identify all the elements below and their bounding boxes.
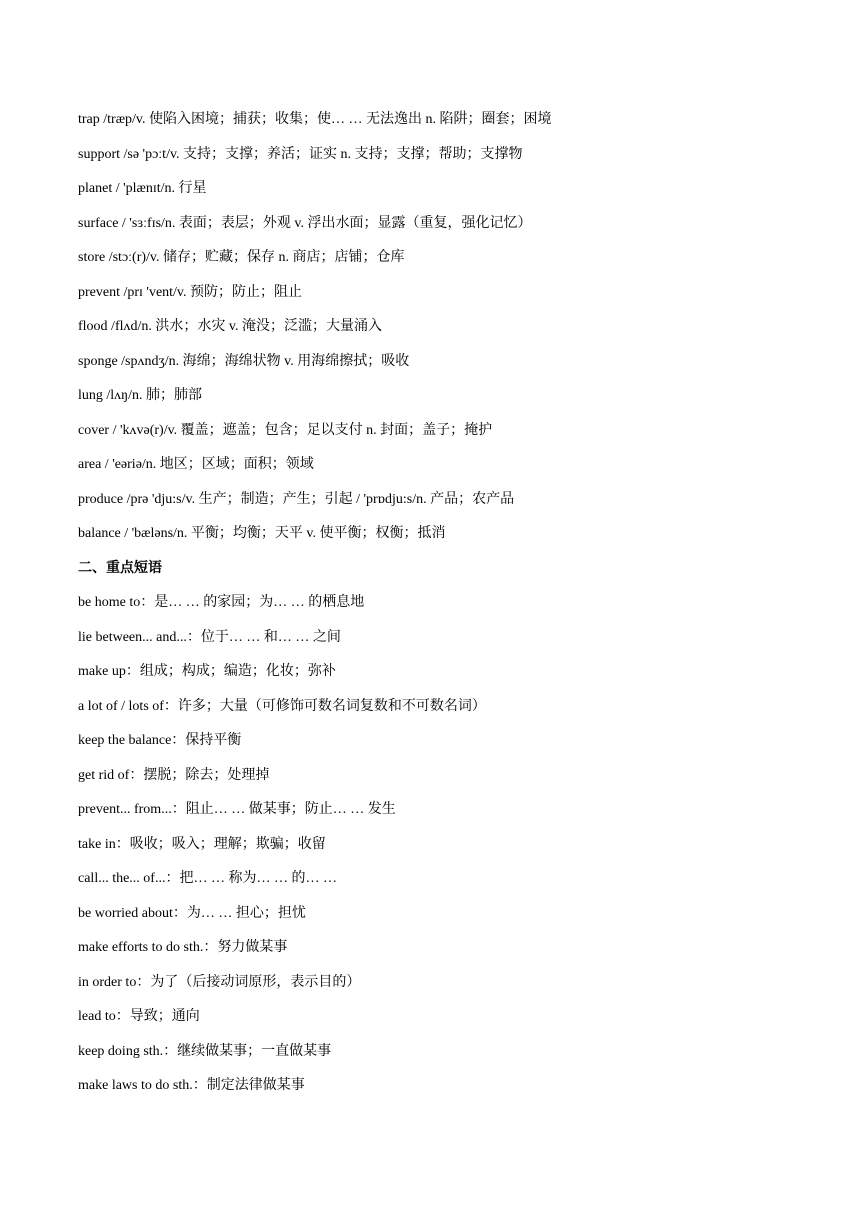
phrase-keep-the-balance: keep the balance：保持平衡 bbox=[78, 733, 242, 748]
phrase-a-lot-of: a lot of / lots of：许多；大量（可修饰可数名词复数和不可数名词） bbox=[78, 698, 486, 714]
document-page bbox=[78, 103, 778, 1104]
phrase-call-the-of: call... the... of...：把… … 称为… … 的… … bbox=[78, 871, 337, 886]
vocab-entry-support: support /sə 'pɔːt/v. 支持；支撑；养活；证实 n. 支持；支撑；帮助；支撑物 bbox=[78, 146, 523, 162]
vocab-entry-cover: cover / 'kʌvə(r)/v. 覆盖；遮盖；包含；足以支付 n. 封面；盖子；掩护 bbox=[78, 422, 493, 438]
phrase-make-laws: make laws to do sth.：制定法律做某事 bbox=[78, 1078, 305, 1093]
phrase-get-rid-of: get rid of：摆脱；除去；处理掉 bbox=[78, 767, 270, 783]
phrase-keep-doing: keep doing sth.：继续做某事；一直做某事 bbox=[78, 1043, 332, 1059]
vocab-entry-planet: planet / 'plænɪt/n. 行星 bbox=[78, 181, 207, 196]
vocab-entry-prevent: prevent /prɪ 'vent/v. 预防；防止；阻止 bbox=[78, 284, 303, 300]
vocab-entry-store: store /stɔː(r)/v. 储存；贮藏；保存 n. 商店；店铺；仓库 bbox=[78, 250, 405, 265]
section-heading-key-phrases: 二、重点短语 bbox=[78, 560, 162, 576]
vocab-entry-surface: surface / 'sɜːfɪs/n. 表面；表层；外观 v. 浮出水面；显露（重复，强化记忆） bbox=[78, 215, 532, 231]
vocab-entry-flood: flood /flʌd/n. 洪水；水灾 v. 淹没；泛滥；大量涌入 bbox=[78, 319, 382, 334]
vocab-entry-sponge: sponge /spʌndʒ/n. 海绵；海绵状物 v. 用海绵擦拭；吸收 bbox=[78, 353, 410, 369]
phrase-make-efforts: make efforts to do sth.：努力做某事 bbox=[78, 940, 288, 955]
vocab-entry-trap: trap /træp/v. 使陷入困境；捕获；收集；使… … 无法逸出 n. 陷阱；圈套；困境 bbox=[78, 112, 552, 127]
vocab-entry-balance: balance / 'bæləns/n. 平衡；均衡；天平 v. 使平衡；权衡；抵消 bbox=[78, 526, 446, 541]
vocab-entry-produce: produce /prə 'dju:s/v. 生产；制造；产生；引起 / 'prɒdju:s/n. 产品；农产品 bbox=[78, 491, 515, 507]
phrase-in-order-to: in order to：为了（后接动词原形，表示目的） bbox=[78, 974, 361, 990]
phrase-take-in: take in：吸收；吸入；理解；欺骗；收留 bbox=[78, 836, 326, 852]
phrase-lie-between: lie between... and...：位于… … 和… … 之间 bbox=[78, 629, 341, 645]
phrase-make-up: make up：组成；构成；编造；化妆；弥补 bbox=[78, 664, 336, 679]
phrase-be-worried-about: be worried about：为… … 担心；担忧 bbox=[78, 905, 306, 921]
vocab-entry-area: area / 'eəriə/n. 地区；区域；面积；领域 bbox=[78, 457, 314, 472]
phrase-prevent-from: prevent... from...：阻止… … 做某事；防止… … 发生 bbox=[78, 802, 396, 817]
phrase-be-home-to: be home to：是… … 的家园；为… … 的栖息地 bbox=[78, 595, 365, 610]
phrase-lead-to: lead to：导致；通向 bbox=[78, 1009, 200, 1024]
vocab-entry-lung: lung /lʌŋ/n. 肺；肺部 bbox=[78, 388, 202, 403]
